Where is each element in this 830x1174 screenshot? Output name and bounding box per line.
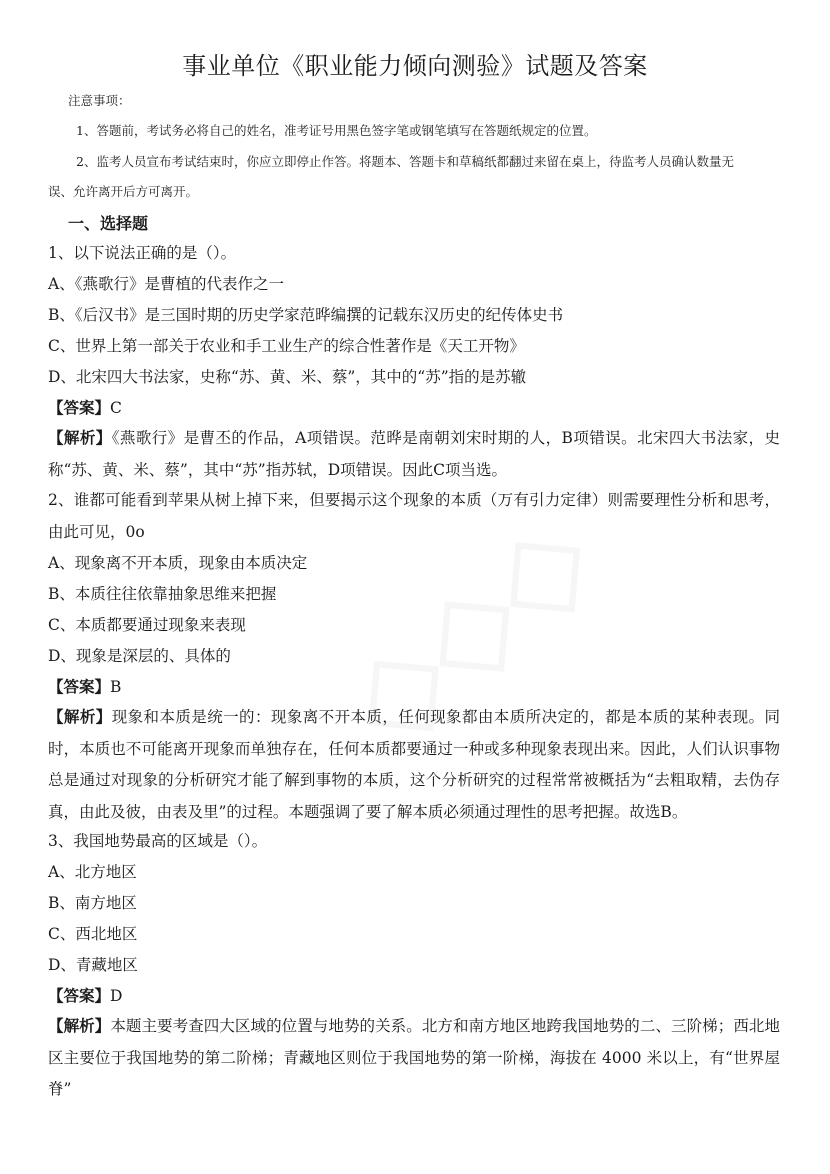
analysis-tag: 【解析】 xyxy=(48,428,112,447)
q3-stem: 3、我国地势最高的区域是（）。 xyxy=(48,832,268,850)
answer-tag: 【答案】 xyxy=(48,986,111,1005)
q1-answer xyxy=(48,397,122,419)
q1-option-a: A、《燕歌行》是曹植的代表作之一 xyxy=(48,275,284,293)
notice-item-1: 1、答题前，考试务必将自己的姓名，准考证号用黑色签字笔或钢笔填写在答题纸规定的位置。 xyxy=(76,123,597,138)
answer-value: C xyxy=(110,399,122,417)
q3-analysis xyxy=(48,1010,780,1106)
q1-option-d: D、北宋四大书法家，史称“苏、黄、米、蔡”，其中的“苏”指的是苏辙 xyxy=(48,368,527,386)
notice-item-2: 2、监考人员宣布考试结束时，你应立即停止作答。将题本、答题卡和草稿纸都翻过来留在桌上，待监考人员确认数量无 xyxy=(76,154,734,169)
q3-option-a: A、北方地区 xyxy=(48,863,137,881)
q1-option-b: B、《后汉书》是三国时期的历史学家范晔编撰的记载东汉历史的纪传体史书 xyxy=(48,306,564,324)
analysis-tag: 【解析】 xyxy=(48,707,112,726)
answer-value: B xyxy=(110,678,122,696)
notice-heading: 注意事项： xyxy=(68,93,131,108)
q1-option-c: C、世界上第一部关于农业和手工业生产的综合性著作是《天工开物》 xyxy=(48,337,525,355)
answer-tag: 【答案】 xyxy=(48,677,111,696)
answer-value: D xyxy=(110,987,123,1005)
analysis-text: 本题主要考查四大区域的位置与地势的关系。北方和南方地区地跨我国地势的二、三阶梯；西北地区主要位于我国地势的第二阶梯；青藏地区则位于我国地势的第一阶梯，海拔在 4000 米以上，有“世界屋脊” xyxy=(48,1017,780,1098)
notice-item-2-cont: 误、允许离开后方可离开。 xyxy=(48,184,199,199)
q2-option-c: C、本质都要通过现象来表现 xyxy=(48,616,246,634)
analysis-text: 现象和本质是统一的：现象离不开本质，任何现象都由本质所决定的，都是本质的某种表现。同时，本质也不可能离开现象而单独存在，任何本质都要通过一种或多种现象表现出来。因此，人们认识事物总是通过对现象的分析研究才能了解到事物的本质，这个分析研究的过程常常被概括为“去粗取精，去伪存真，由此及彼，由表及里”的过程。本题强调了要了解本质必须通过理性的思考把握。故选B。 xyxy=(48,708,780,821)
section-heading: 一、选择题 xyxy=(68,214,149,233)
analysis-text: 《燕歌行》是曹丕的作品，A项错误。范晔是南朝刘宋时期的人，B项错误。北宋四大书法家，史称“苏、黄、米、蔡”，其中“苏”指苏轼，D项错误。因此C项当选。 xyxy=(48,429,780,479)
q3-option-d: D、青藏地区 xyxy=(48,956,138,974)
q1-analysis xyxy=(48,422,780,486)
page-title: 事业单位《职业能力倾向测验》试题及答案 xyxy=(182,52,648,80)
q2-option-b: B、本质往往依靠抽象思维来把握 xyxy=(48,585,277,603)
q3-option-c: C、西北地区 xyxy=(48,925,138,943)
q2-analysis xyxy=(48,701,780,828)
q1-stem: 1、以下说法正确的是（）。 xyxy=(48,244,237,262)
q3-option-b: B、南方地区 xyxy=(48,894,137,912)
q2-answer xyxy=(48,676,121,698)
q3-answer xyxy=(48,985,122,1007)
q2-stem: 2、谁都可能看到苹果从树上掉下来，但要揭示这个现象的本质（万有引力定律）则需要理性分析和思考，由此可见，0o xyxy=(48,491,780,541)
q2-option-a: A、现象离不开本质，现象由本质决定 xyxy=(48,554,308,572)
q2-option-d: D、现象是深层的、具体的 xyxy=(48,647,231,665)
answer-tag: 【答案】 xyxy=(48,398,111,417)
analysis-tag: 【解析】 xyxy=(48,1016,111,1035)
